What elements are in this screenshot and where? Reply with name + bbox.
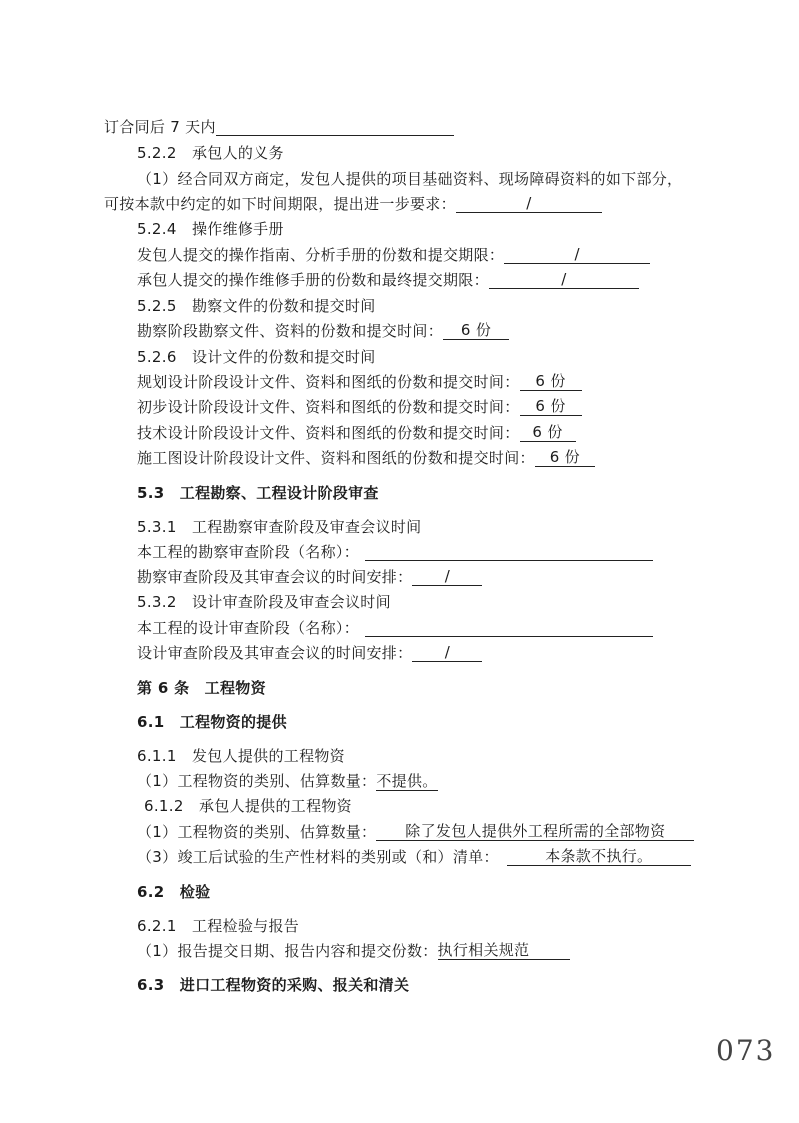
value-inspection-report: 执行相关规范 [437, 941, 530, 959]
line-inspection-report [137, 942, 570, 960]
heading-5-2-6 [137, 348, 376, 366]
blank-further-request [456, 195, 602, 213]
heading-5-2-4-text: 5.2.4 操作维修手册 [137, 220, 284, 238]
line-contractor-materials [137, 823, 694, 841]
label-maintenance-manual: 承包人提交的操作维修手册的份数和最终提交期限： [137, 271, 489, 289]
heading-6-2-1-text: 6.2.1 工程检验与报告 [137, 917, 300, 935]
blank-maintenance-manual [489, 271, 639, 289]
heading-6-2-text: 6.2 检验 [137, 883, 211, 901]
blank-planning-design [520, 373, 582, 391]
heading-5-3-2-text: 5.3.2 设计审查阶段及审查会议时间 [137, 593, 391, 611]
label-operation-guide: 发包人提交的操作指南、分析手册的份数和提交期限： [137, 246, 505, 264]
label-technical-design: 技术设计阶段设计文件、资料和图纸的份数和提交时间： [137, 424, 520, 442]
label-production-materials: （3）竣工后试验的生产性材料的类别或（和）清单： [137, 848, 499, 866]
blank-contract-days [216, 118, 454, 136]
blank-inspection-report [438, 942, 570, 960]
label-contractor-materials: （1）工程物资的类别、估算数量： [137, 823, 377, 841]
blank-preliminary-design [520, 398, 582, 416]
heading-5-3-2 [137, 593, 391, 611]
line-survey-docs [137, 322, 509, 340]
line-survey-review-schedule [137, 568, 482, 586]
label-construction-drawing: 施工图设计阶段设计文件、资料和图纸的份数和提交时间： [137, 449, 535, 467]
label-inspection-report: （1）报告提交日期、报告内容和提交份数： [137, 942, 438, 960]
blank-construction-drawing [535, 449, 595, 467]
line-employer-materials [137, 772, 438, 790]
blank-survey-review-stage [365, 543, 653, 561]
label-preliminary-design: 初步设计阶段设计文件、资料和图纸的份数和提交时间： [137, 398, 520, 416]
heading-5-2-6-text: 5.2.6 设计文件的份数和提交时间 [137, 348, 376, 366]
heading-5-3-1-text: 5.3.1 工程勘察审查阶段及审查会议时间 [137, 518, 422, 536]
heading-5-2-2 [137, 144, 284, 162]
value-maintenance-manual: / [561, 270, 567, 288]
blank-production-materials [507, 848, 691, 866]
heading-6-2-1 [137, 917, 299, 935]
label-further-request: 可按本款中约定的如下时间期限，提出进一步要求： [104, 195, 456, 213]
heading-5-2-2-text: 5.2.2 承包人的义务 [137, 144, 284, 162]
line-contract-signing [104, 118, 454, 136]
para-5-2-2-1 [137, 170, 682, 188]
heading-6-1-1-text: 6.1.1 发包人提供的工程物资 [137, 747, 345, 765]
heading-6-1-1 [137, 747, 345, 765]
heading-5-2-5 [137, 297, 376, 315]
heading-6-1-2 [144, 797, 352, 815]
heading-article-6 [137, 679, 266, 697]
value-further-request: / [526, 194, 532, 212]
para-5-2-2-1-text: （1）经合同双方商定，发包人提供的项目基础资料、现场障碍资料的如下部分， [137, 170, 683, 188]
blank-technical-design [520, 424, 576, 442]
label-survey-review-stage: 本工程的勘察审查阶段（名称）： [137, 543, 360, 561]
value-preliminary-design: 6 份 [535, 397, 566, 415]
line-construction-drawing [137, 449, 595, 467]
blank-design-review-schedule [412, 644, 482, 662]
label-survey-docs: 勘察阶段勘察文件、资料的份数和提交时间： [137, 322, 444, 340]
text-contract-days: 订合同后 7 天内 [104, 118, 216, 136]
heading-5-2-5-text: 5.2.5 勘察文件的份数和提交时间 [137, 297, 376, 315]
label-planning-design: 规划设计阶段设计文件、资料和图纸的份数和提交时间： [137, 373, 520, 391]
value-technical-design: 6 份 [532, 423, 563, 441]
heading-5-3-1 [137, 518, 421, 536]
value-operation-guide: / [574, 245, 580, 263]
value-employer-materials: 不提供。 [376, 772, 438, 790]
heading-6-2 [137, 883, 210, 901]
value-survey-review-schedule: / [444, 567, 451, 585]
value-production-materials: 本条款不执行。 [545, 847, 653, 865]
line-operation-guide [137, 246, 650, 264]
line-design-review-stage [137, 619, 653, 637]
heading-6-1-2-text: 6.1.2 承包人提供的工程物资 [144, 797, 352, 815]
line-design-review-schedule [137, 644, 482, 662]
value-survey-docs: 6 份 [460, 321, 492, 339]
line-survey-review-stage [137, 543, 653, 561]
blank-contractor-materials [376, 823, 694, 841]
blank-design-review-stage [365, 619, 653, 637]
label-design-review-schedule: 设计审查阶段及其审查会议的时间安排： [137, 644, 413, 662]
page-number: 073 [716, 1034, 776, 1067]
blank-survey-docs [443, 322, 509, 340]
blank-survey-review-schedule [412, 568, 482, 586]
line-preliminary-design [137, 398, 582, 416]
line-further-request [104, 195, 602, 213]
blank-operation-guide [504, 246, 650, 264]
heading-article-6-text: 第 6 条 工程物资 [137, 679, 266, 697]
heading-6-3-text: 6.3 进口工程物资的采购、报关和清关 [137, 976, 410, 994]
value-design-review-schedule: / [444, 643, 451, 661]
value-construction-drawing: 6 份 [549, 448, 580, 466]
line-maintenance-manual [137, 271, 639, 289]
line-technical-design [137, 424, 576, 442]
value-contractor-materials: 除了发包人提供外工程所需的全部物资 [405, 822, 666, 840]
heading-5-2-4 [137, 220, 284, 238]
heading-6-1 [137, 713, 287, 731]
heading-5-3-text: 5.3 工程勘察、工程设计阶段审查 [137, 484, 379, 502]
line-planning-design [137, 373, 582, 391]
heading-6-3 [137, 976, 409, 994]
line-production-materials [137, 848, 691, 866]
label-employer-materials: （1）工程物资的类别、估算数量： [137, 772, 377, 790]
label-design-review-stage: 本工程的设计审查阶段（名称）： [137, 619, 360, 637]
heading-5-3 [137, 484, 379, 502]
heading-6-1-text: 6.1 工程物资的提供 [137, 713, 287, 731]
value-planning-design: 6 份 [535, 372, 566, 390]
label-survey-review-schedule: 勘察审查阶段及其审查会议的时间安排： [137, 568, 413, 586]
